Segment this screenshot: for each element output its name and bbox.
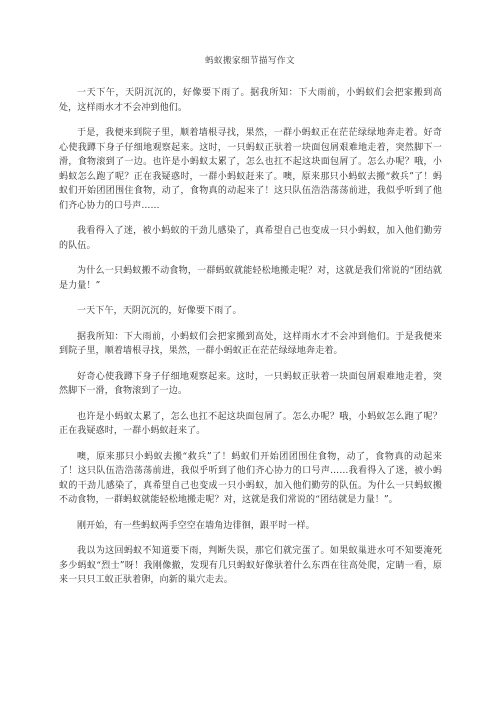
- paragraph: 为什么一只蚂蚁搬不动食物，一群蚂蚁就能轻松地搬走呢？对，这就是我们常说的“团结就是力量！”: [59, 266, 442, 291]
- paragraph: 刚开始，有一些蚂蚁两手空空在墙角边徘徊，跟平时一样。: [77, 520, 315, 531]
- paragraph: 好奇心使我蹲下身子仔细地观察起来。这时，一只蚂蚁正驮着一块面包屑艰难地走着，突然脚下一滑，食物滚到了一边。: [59, 371, 442, 396]
- paragraph: 噢，原来那只小蚂蚁去搬“救兵”了！蚂蚁们开始团团围住食物，动了，食物真的动起来了！这只队伍浩浩荡荡前进，我似乎听到了他们齐心协力的口号声……我看得入了迷，被小蚂蚁的干劲儿感染了，真希望自己也变成一只小蚂蚁，加入他们勤劳的队伍。为什么一只蚂蚁搬不动食物，一群蚂蚁就能轻松地搬走呢？对，这就是我们常说的“团结就是力量！”。: [59, 451, 442, 505]
- paragraph: 一天下午，天阴沉沉的，好像要下雨了。据我所知：下大雨前，小蚂蚁们会把家搬到高处，这样雨水才不会冲到他们。: [59, 88, 442, 113]
- paragraph: 一天下午，天阴沉沉的，好像要下雨了。: [77, 306, 242, 316]
- paragraph: 我看得入了迷，被小蚂蚁的干劲儿感染了，真希望自己也变成一只小蚂蚁，加入他们勤劳的队伍。: [59, 226, 442, 251]
- document-body: [59, 86, 442, 599]
- paragraph: 我以为这回蚂蚁不知道要下雨，判断失误，那它们就完蛋了。如果蚁巢进水可不知要淹死多少蚂蚁“烈士”呀！我刚像撤，发现有几只蚂蚁好像驮着什么东西在往高处爬，定睛一看，原来一只只工蚁正驮着卵，向新的巢穴走去。: [59, 546, 442, 585]
- paragraph: 于是，我便来到院子里，顺着墙根寻找，果然，一群小蚂蚁正在茫茫绿绿地奔走着。好奇心使我蹲下身子仔细地观察起来。这时，一只蚂蚁正驮着一块面包屑艰难地走着，突然脚下一滑，食物滚到了一边。也许是小蚂蚁太累了，怎么也扛不起这块面包屑了。怎么办呢？哦，小蚂蚁怎么跑了呢？正在我疑惑时，一群小蚂蚁赶来了。噢，原来那只小蚂蚁去搬“救兵”了！蚂蚁们开始团团围住食物，动了，食物真的动起来了！这只队伍浩浩荡荡前进，我似乎听到了他们齐心协力的口号声……: [59, 128, 442, 211]
- document-title: 蚂蚁搬家细节描写作文: [204, 56, 295, 66]
- paragraph: 据我所知：下大雨前，小蚂蚁们会把家搬到高处，这样雨水才不会冲到他们。于是我便来到院子里，顺着墙根寻找，果然，一群小蚂蚁正在茫茫绿绿地奔走着。: [59, 331, 442, 356]
- paragraph: 也许是小蚂蚁太累了，怎么也扛不起这块面包屑了。怎么办呢？哦，小蚂蚁怎么跑了呢？正在我疑惑时，一群小蚂蚁赶来了。: [59, 411, 442, 436]
